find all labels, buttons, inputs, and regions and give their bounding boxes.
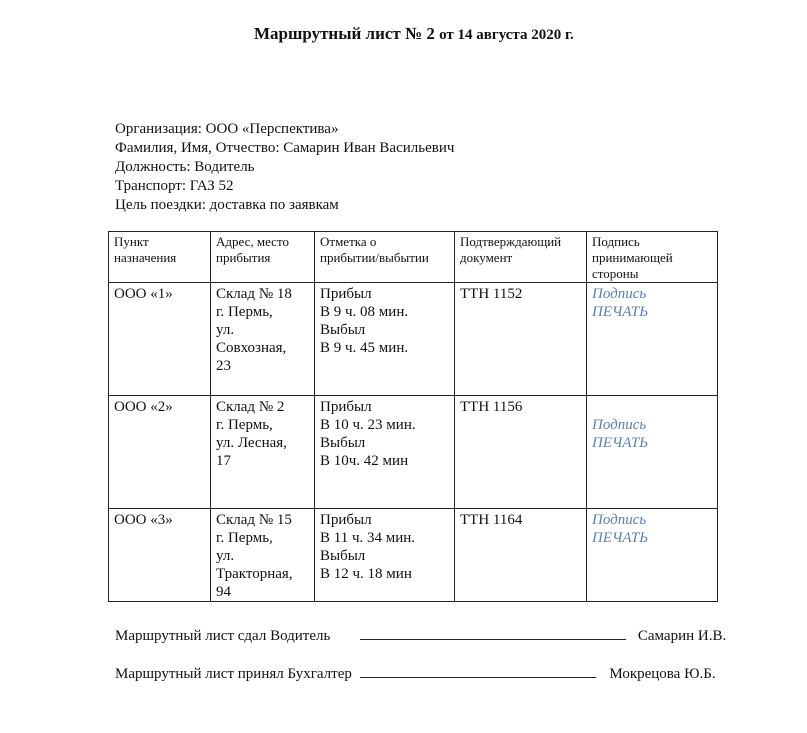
title-main: Маршрутный лист № 2: [254, 24, 440, 43]
handed-signature-line: [360, 625, 626, 640]
title-date: от 14 августа 2020 г.: [439, 27, 574, 43]
stamp-text: ПЕЧАТЬ: [592, 435, 649, 451]
cell-marks: Прибыл В 9 ч. 08 мин. Выбыл В 9 ч. 45 мин.: [315, 283, 455, 396]
table-row: [109, 283, 718, 396]
accepted-label: Маршрутный лист принял Бухгалтер: [115, 666, 352, 682]
header-signature: Подпись принимающей стороны: [587, 232, 718, 283]
handed-label: Маршрутный лист сдал Водитель: [115, 628, 331, 644]
cell-address: Склад № 2 г. Пермь, ул. Лесная, 17: [211, 396, 315, 509]
purpose-line: Цель поездки: доставка по заявкам: [115, 197, 339, 213]
cell-address: Склад № 15 г. Пермь, ул. Тракторная, 94: [211, 509, 315, 602]
route-table: [108, 231, 718, 602]
cell-point: ООО «2»: [109, 396, 211, 509]
cell-point: ООО «3»: [109, 509, 211, 602]
transport-line: Транспорт: ГАЗ 52: [115, 178, 234, 194]
header-document: Подтверждающий документ: [455, 232, 587, 283]
organization-line: Организация: ООО «Перспектива»: [115, 121, 339, 137]
cell-signature-stamp: [587, 283, 718, 396]
name-line: Фамилия, Имя, Отчество: Самарин Иван Васильевич: [115, 140, 455, 156]
cell-signature-stamp: [587, 509, 718, 602]
info-block: [115, 120, 454, 215]
table-row: [109, 509, 718, 602]
signature-text: Подпись: [592, 512, 647, 528]
accepted-name: Мокрецова Ю.Б.: [609, 666, 716, 682]
cell-signature-stamp: [587, 396, 718, 509]
header-point: Пункт назначения: [109, 232, 211, 283]
table-row: [109, 396, 718, 509]
table-header-row: [109, 232, 718, 283]
stamp-text: ПЕЧАТЬ: [592, 304, 649, 320]
signature-text: Подпись: [592, 286, 647, 302]
stamp-text: ПЕЧАТЬ: [592, 530, 649, 546]
signature-text: Подпись: [592, 417, 647, 433]
cell-point: ООО «1»: [109, 283, 211, 396]
cell-document: ТТН 1152: [455, 283, 587, 396]
accepted-line: [115, 663, 716, 683]
header-address: Адрес, место прибытия: [211, 232, 315, 283]
cell-address: Склад № 18 г. Пермь, ул. Совхозная, 23: [211, 283, 315, 396]
cell-document: ТТН 1164: [455, 509, 587, 602]
position-line: Должность: Водитель: [115, 159, 255, 175]
document-title: [0, 24, 807, 44]
handed-name: Самарин И.В.: [637, 628, 727, 644]
handed-over-line: [115, 625, 726, 645]
header-marks: Отметка о прибытии/выбытии: [315, 232, 455, 283]
cell-marks: Прибыл В 11 ч. 34 мин. Выбыл В 12 ч. 18 мин: [315, 509, 455, 602]
accepted-signature-line: [360, 663, 596, 678]
cell-document: ТТН 1156: [455, 396, 587, 509]
cell-marks: Прибыл В 10 ч. 23 мин. Выбыл В 10ч. 42 мин: [315, 396, 455, 509]
